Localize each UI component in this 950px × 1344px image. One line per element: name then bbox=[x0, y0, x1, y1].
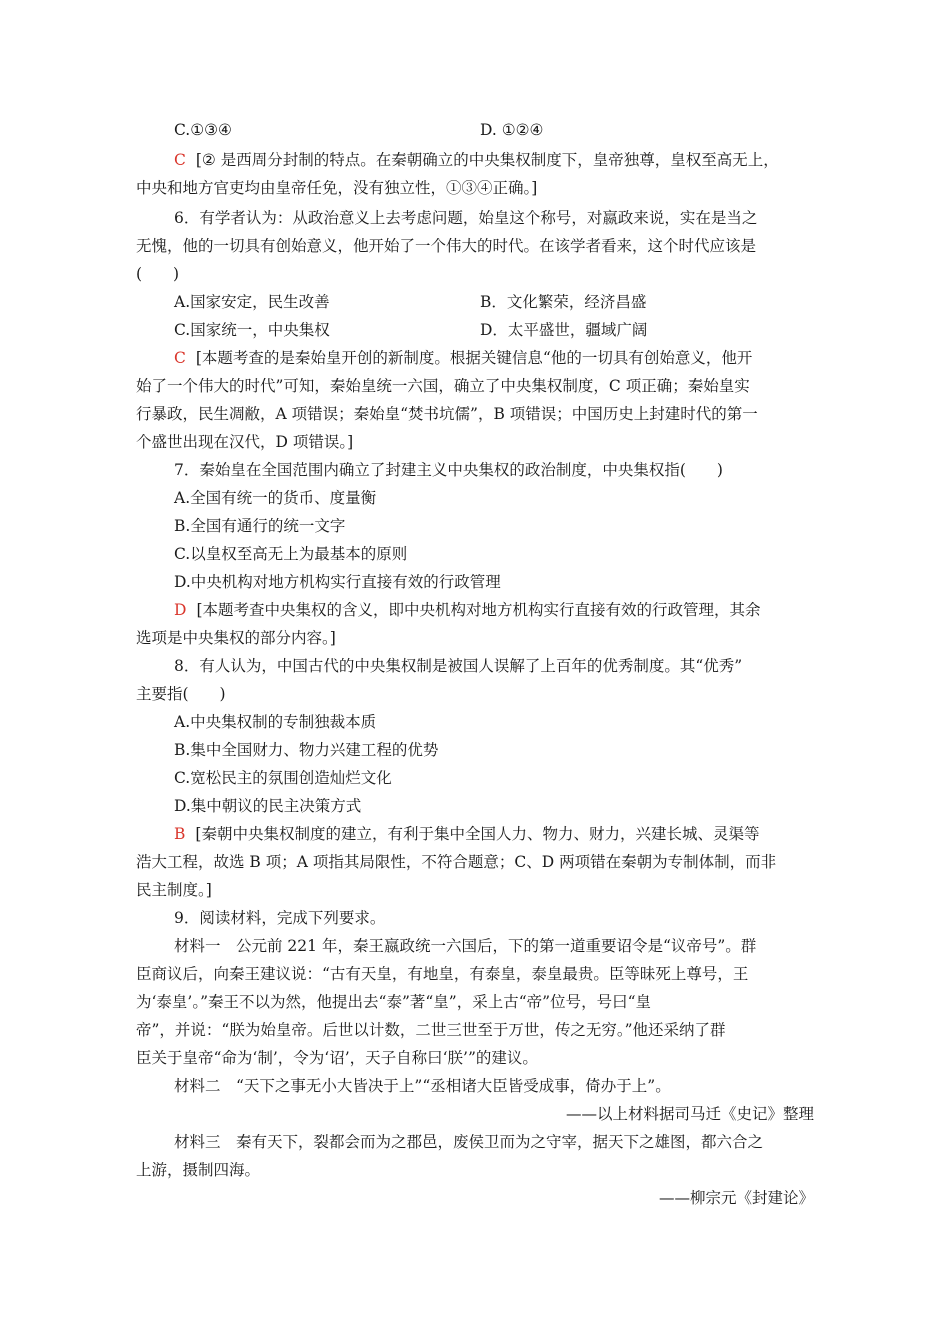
q9-source-1-2: ——以上材料据司马迁《史记》整理 bbox=[565, 1105, 814, 1123]
q7-answer: D bbox=[174, 601, 187, 619]
q6-explanation-line4: 个盛世出现在汉代，D 项错误。] bbox=[136, 433, 354, 451]
q9-material1-line2: 臣商议后，向秦王建议说：“古有天皇，有地皇，有泰皇，泰皇最贵。臣等昧死上尊号，王 bbox=[136, 965, 749, 983]
q8-explanation-line1: B [秦朝中央集权制度的建立，有利于集中全国人力、物力、财力，兴建长城、灵渠等 bbox=[174, 825, 760, 843]
q5-option-d: D. ①②④ bbox=[480, 121, 544, 139]
q8-answer: B bbox=[174, 825, 186, 843]
q6-option-c: C.国家统一，中央集权 bbox=[174, 321, 330, 339]
q6-answer: C bbox=[174, 349, 186, 367]
q8-stem-line2: 主要指( ) bbox=[136, 685, 226, 703]
q9-material2: 材料二 “天下之事无小大皆决于上”“丞相诸大臣皆受成事，倚办于上”。 bbox=[174, 1077, 671, 1095]
q5-explanation-line1: C [② 是西周分封制的特点。在秦朝确立的中央集权制度下，皇帝独尊，皇权至高无上， bbox=[174, 151, 779, 169]
q6-stem-line2: 无愧，他的一切具有创始意义，他开始了一个伟大的时代。在该学者看来，这个时代应该是 bbox=[136, 237, 757, 255]
q6-stem-line3: ( ) bbox=[136, 265, 180, 283]
q7-option-d: D.中央机构对地方机构实行直接有效的行政管理 bbox=[174, 573, 501, 591]
q7-explanation-line1: D [本题考查中央集权的含义，即中央机构对地方机构实行直接有效的行政管理，其余 bbox=[174, 601, 761, 619]
q7-option-a: A.全国有统一的货币、度量衡 bbox=[174, 489, 377, 507]
q8-option-d: D.集中朝议的民主决策方式 bbox=[174, 797, 362, 815]
q8-explanation-line2: 浩大工程，故选 B 项；A 项指其局限性，不符合题意；C、D 两项错在秦朝为专制体制，而非 bbox=[136, 853, 777, 871]
q8-explanation-line3: 民主制度。] bbox=[136, 881, 212, 899]
q5-explanation-line2: 中央和地方官吏均由皇帝任免，没有独立性，①③④正确。] bbox=[136, 179, 538, 197]
q6-explanation-line3: 行暴政，民生凋敝，A 项错误；秦始皇“焚书坑儒”，B 项错误；中国历史上封建时代的第一 bbox=[136, 405, 758, 423]
q9-material1-line5: 臣关于皇帝“命为‘制’，令为‘诏’，天子自称曰‘朕’”的建议。 bbox=[136, 1049, 538, 1067]
q9-stem: 9．阅读材料，完成下列要求。 bbox=[174, 909, 386, 927]
q5-option-c: C.①③④ bbox=[174, 121, 232, 139]
q6-explanation-line1: C [本题考查的是秦始皇开创的新制度。根据关键信息“他的一切具有创始意义，他开 bbox=[174, 349, 753, 367]
q8-option-b: B.集中全国财力、物力兴建工程的优势 bbox=[174, 741, 439, 759]
q6-option-d: D．太平盛世，疆域广阔 bbox=[480, 321, 648, 339]
q7-stem: 7．秦始皇在全国范围内确立了封建主义中央集权的政治制度，中央集权指( ) bbox=[174, 461, 723, 479]
q9-source-3: ——柳宗元《封建论》 bbox=[658, 1189, 814, 1207]
q7-option-c: C.以皇权至高无上为最基本的原则 bbox=[174, 545, 408, 563]
q8-option-c: C.宽松民主的氛围创造灿烂文化 bbox=[174, 769, 392, 787]
q7-option-b: B.全国有通行的统一文字 bbox=[174, 517, 346, 535]
q5-answer: C bbox=[174, 151, 186, 169]
q9-material1-line3: 为‘泰皇’。”秦王不以为然，他提出去“泰”著“皇”，采上古“帝”位号，号曰“皇 bbox=[136, 993, 651, 1011]
q7-explanation-line2: 选项是中央集权的部分内容。] bbox=[136, 629, 336, 647]
q6-stem-line1: 6．有学者认为：从政治意义上去考虑问题，始皇这个称号，对嬴政来说，实在是当之 bbox=[174, 209, 758, 227]
q6-option-b: B．文化繁荣，经济昌盛 bbox=[480, 293, 647, 311]
q9-material3-line1: 材料三 秦有天下，裂都会而为之郡邑，废侯卫而为之守宰，据天下之雄图，都六合之 bbox=[174, 1133, 764, 1151]
q6-option-a: A.国家安定，民生改善 bbox=[174, 293, 330, 311]
q6-explanation-line2: 始了一个伟大的时代”可知，秦始皇统一六国，确立了中央集权制度，C 项正确；秦始皇实 bbox=[136, 377, 750, 395]
q8-stem-line1: 8．有人认为，中国古代的中央集权制是被国人误解了上百年的优秀制度。其“优秀” bbox=[174, 657, 743, 675]
q9-material1-line1: 材料一 公元前 221 年，秦王嬴政统一六国后，下的第一道重要诏令是“议帝号”。群 bbox=[174, 937, 757, 955]
q8-option-a: A.中央集权制的专制独裁本质 bbox=[174, 713, 377, 731]
q9-material3-line2: 上游，摄制四海。 bbox=[136, 1161, 261, 1179]
q9-material1-line4: 帝”，并说：“朕为始皇帝。后世以计数，二世三世至于万世，传之无穷。”他还采纳了群 bbox=[136, 1021, 726, 1039]
